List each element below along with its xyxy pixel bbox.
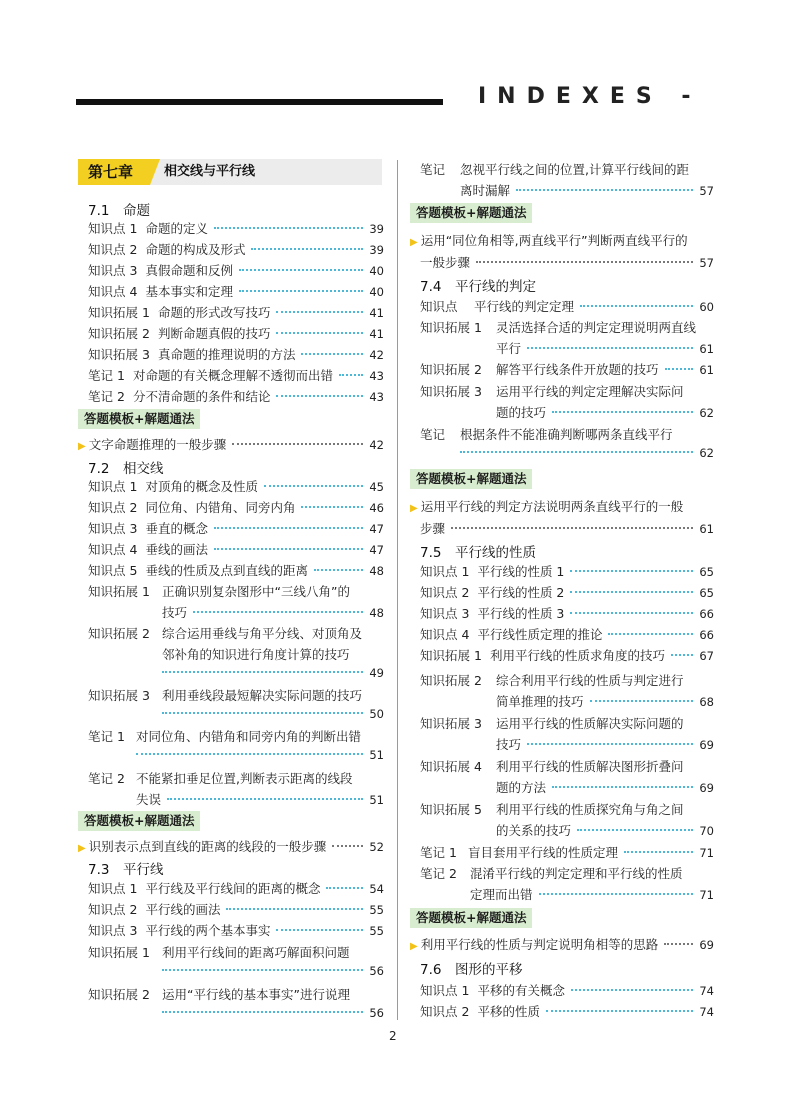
toc-entry[interactable] xyxy=(88,261,384,279)
leader-dots xyxy=(570,590,693,593)
ext-label: 知识拓展 3 xyxy=(420,384,482,399)
triangle-bullet-icon: ▶ xyxy=(410,941,418,952)
ext-label: 知识拓展 3 xyxy=(420,716,482,731)
toc-entry[interactable]: 题的方法 69 xyxy=(496,780,714,795)
toc-page: 55 xyxy=(369,903,384,917)
note-label: 笔记 xyxy=(420,162,446,177)
triangle-bullet-icon: ▶ xyxy=(410,503,418,514)
section-7-6-title: 7.6 图形的平移 xyxy=(420,962,523,978)
ext-text: 综合运用垂线与角平分线、对顶角及 xyxy=(162,626,363,641)
leader-dots xyxy=(301,505,363,508)
toc-entry[interactable] xyxy=(88,366,384,384)
toc-entry[interactable] xyxy=(88,240,384,258)
toc-entry[interactable] xyxy=(420,604,714,622)
ext-text: 综合利用平行线的性质与判定进行 xyxy=(496,673,684,688)
ext-text: 运用平行线的判定定理解决实际问 xyxy=(496,384,684,399)
toc-page: 74 xyxy=(699,1005,714,1019)
toc-entry[interactable]: 简单推理的技巧 68 xyxy=(496,694,714,709)
toc-page: 39 xyxy=(369,222,384,236)
toc-entry[interactable] xyxy=(420,646,714,664)
ext-label: 知识拓展 1 xyxy=(88,584,150,599)
toc-entry[interactable] xyxy=(88,282,384,300)
toc-label: 知识点 5 xyxy=(88,563,138,578)
toc-entry[interactable] xyxy=(88,921,384,939)
ext-text: 利用平行线的性质探究角与角之间 xyxy=(496,802,684,817)
leader-dots xyxy=(571,988,693,991)
ext-text: 运用平行线的性质解决实际问题的 xyxy=(496,716,684,731)
note-text: 根据条件不能准确判断哪两条直线平行 xyxy=(460,427,673,442)
toc-entry[interactable]: 知识点 平行线的判定定理 60 xyxy=(420,299,714,314)
toc-entry[interactable] xyxy=(88,345,384,363)
template-item-3[interactable]: 一般步骤 57 xyxy=(420,255,714,270)
toc-page: 42 xyxy=(369,348,384,362)
toc-page: 46 xyxy=(369,501,384,515)
note-text: 混淆平行线的判定定理和平行线的性质 xyxy=(470,866,683,881)
toc-text: 垂线的画法 xyxy=(145,542,208,557)
toc-text: 平移的有关概念 xyxy=(477,983,565,998)
note-label: 笔记 2 xyxy=(88,771,125,786)
toc-page: 47 xyxy=(369,522,384,536)
toc-text: 利用平行线的性质求角度的技巧 xyxy=(489,648,665,663)
toc-entry[interactable] xyxy=(88,477,384,495)
leader-dots xyxy=(239,289,363,292)
leader-dots xyxy=(608,632,693,635)
toc-page: 48 xyxy=(369,564,384,578)
toc-label: 知识拓展 1 xyxy=(420,648,482,663)
toc-page: 66 xyxy=(699,607,714,621)
toc-text: 命题的定义 xyxy=(145,221,208,236)
toc-label: 知识点 4 xyxy=(88,542,138,557)
note-text: 不能紧扣垂足位置,判断表示距离的线段 xyxy=(136,771,353,786)
toc-text: 命题的构成及形式 xyxy=(145,242,246,257)
note-label: 笔记 2 xyxy=(420,866,457,881)
toc-page: 47 xyxy=(369,543,384,557)
toc-entry[interactable] xyxy=(420,981,714,999)
toc-label: 知识点 2 xyxy=(420,1004,470,1019)
header-title: INDEXES - xyxy=(478,84,702,109)
toc-page: 65 xyxy=(699,565,714,579)
toc-text: 垂线的性质及点到直线的距离 xyxy=(145,563,308,578)
toc-entry[interactable] xyxy=(88,561,384,579)
toc-entry[interactable] xyxy=(88,324,384,342)
toc-label: 知识点 3 xyxy=(88,263,138,278)
toc-entry[interactable]: 平行 61 xyxy=(496,341,714,356)
ext-text: 邻补角的知识进行角度计算的技巧 xyxy=(162,647,350,662)
toc-label: 知识点 2 xyxy=(88,242,138,257)
template-item-4-line1[interactable]: ▶ 运用平行线的判定方法说明两条直线平行的一般 xyxy=(410,499,684,514)
template-item-1[interactable]: ▶ 文字命题推理的一般步骤 42 xyxy=(78,437,384,452)
toc-text: 同位角、内错角、同旁内角 xyxy=(145,500,296,515)
toc-entry[interactable]: 51 xyxy=(136,748,384,762)
chapter-badge-text: 第七章 xyxy=(88,163,134,181)
toc-page: 54 xyxy=(369,882,384,896)
toc-page: 40 xyxy=(369,285,384,299)
leader-dots xyxy=(214,226,363,229)
ext-text: 灵活选择合适的判定定理说明两直线 xyxy=(496,320,697,335)
template-item-4[interactable]: 步骤 61 xyxy=(420,521,714,536)
toc-text: 平行线的性质 1 xyxy=(477,564,565,579)
toc-page: 41 xyxy=(369,327,384,341)
template-banner-2: 答题模板+解题通法 xyxy=(78,811,200,831)
toc-label: 笔记 1 xyxy=(88,368,125,383)
note-text: 忽视平行线之间的位置,计算平行线间的距 xyxy=(460,162,689,177)
leader-dots xyxy=(276,331,363,334)
column-divider xyxy=(397,160,398,1020)
toc-entry[interactable]: 56 xyxy=(162,964,384,978)
toc-entry[interactable] xyxy=(420,583,714,601)
toc-text: 对命题的有关概念理解不透彻而出错 xyxy=(132,368,333,383)
triangle-bullet-icon: ▶ xyxy=(78,843,86,854)
toc-entry[interactable]: 49 xyxy=(162,666,384,680)
toc-text: 对顶角的概念及性质 xyxy=(145,479,258,494)
toc-page: 43 xyxy=(369,369,384,383)
toc-text: 真命题的推理说明的方法 xyxy=(157,347,296,362)
leader-dots xyxy=(570,611,693,614)
toc-entry[interactable]: 定理而出错 71 xyxy=(470,887,714,902)
toc-entry[interactable]: 笔记 1 盲目套用平行线的性质定理 71 xyxy=(420,845,714,860)
note-label: 笔记 1 xyxy=(88,729,125,744)
leader-dots xyxy=(214,547,363,550)
section-7-5-title: 7.5 平行线的性质 xyxy=(420,545,536,561)
toc-entry[interactable]: 62 xyxy=(460,446,714,460)
toc-label: 知识点 3 xyxy=(88,521,138,536)
toc-entry[interactable] xyxy=(420,1002,714,1020)
triangle-bullet-icon: ▶ xyxy=(78,441,86,452)
leader-dots xyxy=(570,569,693,572)
toc-entry[interactable] xyxy=(88,387,384,405)
leader-dots xyxy=(214,526,363,529)
toc-page: 39 xyxy=(369,243,384,257)
ext-text: 利用平行线间的距离巧解面积问题 xyxy=(162,945,350,960)
ext-label: 知识拓展 4 xyxy=(420,759,482,774)
toc-page: 45 xyxy=(369,480,384,494)
page-number: 2 xyxy=(389,1029,397,1043)
toc-label: 知识点 4 xyxy=(88,284,138,299)
leader-dots xyxy=(239,268,363,271)
toc-label: 知识点 1 xyxy=(88,479,138,494)
toc-label: 知识拓展 3 xyxy=(88,347,150,362)
ext-text: 正确识别复杂图形中“三线八角”的 xyxy=(162,584,350,599)
toc-label: 知识点 3 xyxy=(88,923,138,938)
template-banner-4: 答题模板+解题通法 xyxy=(410,469,532,489)
toc-entry[interactable]: 的关系的技巧 70 xyxy=(496,823,714,838)
section-7-3-title: 7.3 平行线 xyxy=(88,862,164,878)
toc-entry[interactable] xyxy=(88,498,384,516)
toc-entry[interactable] xyxy=(88,519,384,537)
chapter-badge xyxy=(78,159,150,185)
ext-text: 利用垂线段最短解决实际问题的技巧 xyxy=(162,688,363,703)
toc-entry[interactable]: 50 xyxy=(162,707,384,721)
toc-label: 知识拓展 1 xyxy=(88,305,150,320)
toc-text: 真假命题和反例 xyxy=(145,263,233,278)
template-item-3-line1[interactable]: ▶ 运用“同位角相等,两直线平行”判断两直线平行的 xyxy=(410,233,688,248)
toc-text: 平行线的画法 xyxy=(145,902,221,917)
ext-label: 知识拓展 3 xyxy=(88,688,150,703)
toc-text: 命题的形式改写技巧 xyxy=(157,305,271,320)
toc-label: 知识点 2 xyxy=(88,500,138,515)
toc-entry[interactable] xyxy=(88,879,384,897)
note-text: 对同位角、内错角和同旁内角的判断出错 xyxy=(136,729,362,744)
triangle-bullet-icon: ▶ xyxy=(410,237,418,248)
ext-label: 知识拓展 2 xyxy=(88,987,150,1002)
toc-page: 65 xyxy=(699,586,714,600)
toc-entry[interactable] xyxy=(420,562,714,580)
toc-entry[interactable]: 题的技巧 62 xyxy=(496,405,714,420)
section-7-2-title: 7.2 相交线 xyxy=(88,461,164,477)
leader-dots xyxy=(339,373,363,376)
template-banner-3: 答题模板+解题通法 xyxy=(410,203,532,223)
toc-label: 知识点 3 xyxy=(420,606,470,621)
toc-page: 55 xyxy=(369,924,384,938)
template-banner-1: 答题模板+解题通法 xyxy=(78,409,200,429)
toc-text: 平行线的性质 2 xyxy=(477,585,565,600)
toc-text: 平行线的两个基本事实 xyxy=(145,923,271,938)
toc-page: 43 xyxy=(369,390,384,404)
toc-entry[interactable] xyxy=(88,900,384,918)
toc-entry[interactable] xyxy=(420,625,714,643)
section-7-1-title: 7.1 命题 xyxy=(88,203,150,219)
note-label: 笔记 xyxy=(420,427,446,442)
toc-label: 知识点 4 xyxy=(420,627,470,642)
toc-label: 知识拓展 2 xyxy=(88,326,150,341)
toc-entry[interactable] xyxy=(88,219,384,237)
leader-dots xyxy=(301,352,363,355)
toc-label: 知识点 1 xyxy=(88,221,138,236)
leader-dots xyxy=(326,886,363,889)
leader-dots xyxy=(671,653,693,656)
toc-text: 基本事实和定理 xyxy=(145,284,233,299)
leader-dots xyxy=(546,1009,693,1012)
toc-text: 垂直的概念 xyxy=(145,521,208,536)
toc-entry[interactable]: 知识拓展 2 解答平行线条件开放题的技巧 61 xyxy=(420,362,714,377)
toc-text: 分不清命题的条件和结论 xyxy=(132,389,271,404)
header-rule xyxy=(76,99,443,105)
toc-page: 40 xyxy=(369,264,384,278)
toc-entry[interactable]: 离时漏解 57 xyxy=(460,183,714,198)
ext-text: 运用“平行线的基本事实”进行说理 xyxy=(162,987,350,1002)
toc-entry[interactable]: 失误 51 xyxy=(136,792,384,807)
leader-dots xyxy=(276,928,363,931)
toc-page: 66 xyxy=(699,628,714,642)
template-item-2[interactable]: ▶ 识别表示点到直线的距离的线段的一般步骤 52 xyxy=(78,839,384,854)
toc-page: 74 xyxy=(699,984,714,998)
ext-label: 知识拓展 1 xyxy=(88,945,150,960)
toc-entry[interactable]: 技巧 48 xyxy=(162,605,384,620)
toc-text: 平行线的性质 3 xyxy=(477,606,565,621)
leader-dots xyxy=(276,310,363,313)
template-banner-5: 答题模板+解题通法 xyxy=(410,908,532,928)
toc-page: 67 xyxy=(699,649,714,663)
toc-entry[interactable]: 56 xyxy=(162,1006,384,1020)
toc-text: 平行线及平行线间的距离的概念 xyxy=(145,881,321,896)
leader-dots xyxy=(226,907,363,910)
ext-label: 知识拓展 5 xyxy=(420,802,482,817)
chapter-title: 相交线与平行线 xyxy=(164,164,256,179)
ext-label: 知识拓展 2 xyxy=(420,673,482,688)
toc-entry[interactable]: 技巧 69 xyxy=(496,737,714,752)
leader-dots xyxy=(276,394,363,397)
toc-text: 平移的性质 xyxy=(477,1004,540,1019)
toc-label: 知识点 1 xyxy=(420,564,470,579)
toc-text: 判断命题真假的技巧 xyxy=(157,326,271,341)
toc-label: 知识点 1 xyxy=(88,881,138,896)
leader-dots xyxy=(251,247,363,250)
toc-label: 知识点 2 xyxy=(88,902,138,917)
toc-label: 知识点 1 xyxy=(420,983,470,998)
toc-page: 41 xyxy=(369,306,384,320)
ext-text: 利用平行线的性质解决图形折叠问 xyxy=(496,759,684,774)
leader-dots xyxy=(314,568,363,571)
toc-text: 平行线性质定理的推论 xyxy=(477,627,603,642)
toc-label: 知识点 2 xyxy=(420,585,470,600)
ext-label: 知识拓展 1 xyxy=(420,320,482,335)
template-item-5[interactable]: ▶ 利用平行线的性质与判定说明角相等的思路 69 xyxy=(410,937,714,952)
toc-entry[interactable] xyxy=(88,303,384,321)
section-7-4-title: 7.4 平行线的判定 xyxy=(420,279,536,295)
ext-label: 知识拓展 2 xyxy=(88,626,150,641)
leader-dots xyxy=(264,484,363,487)
toc-entry[interactable] xyxy=(88,540,384,558)
toc-label: 笔记 2 xyxy=(88,389,125,404)
